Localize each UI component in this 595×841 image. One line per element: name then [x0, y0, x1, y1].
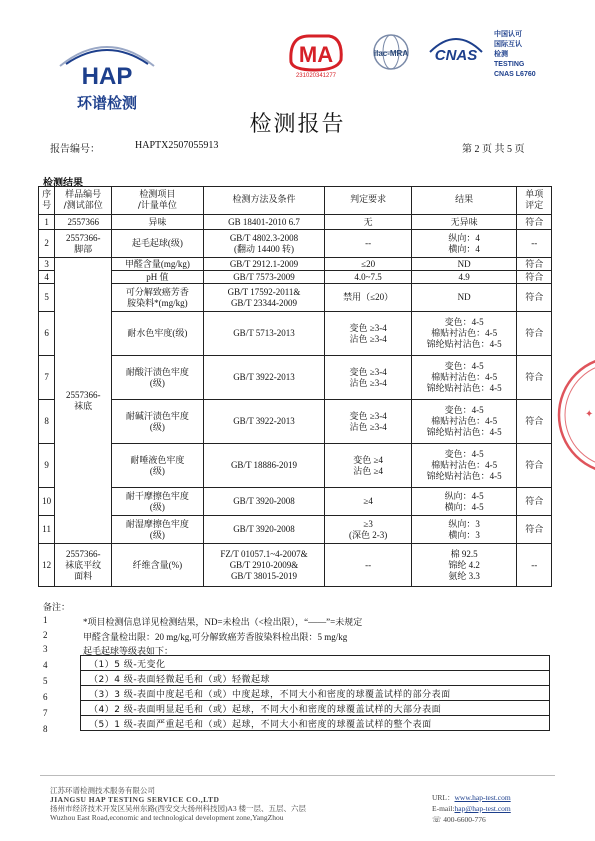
cell-evaluation: 符合 [517, 516, 552, 544]
header-sample: 样品编号 /测试部位 [55, 187, 112, 215]
table-row [39, 271, 552, 284]
cell-requirement: 变色 ≥3-4 沾色 ≥3-4 [325, 356, 411, 400]
table-row [39, 444, 552, 488]
cell-method: GB/T 3920-2008 [203, 516, 325, 544]
cell-requirement: 无 [325, 215, 411, 230]
cell-evaluation: 符合 [517, 488, 552, 516]
cell-no: 1 [39, 215, 55, 230]
table-row [39, 400, 552, 444]
header-result: 结果 [411, 187, 517, 215]
cell-item: 可分解致癌芳香 胺染料*(mg/kg) [112, 284, 203, 312]
cell-requirement: 4.0~7.5 [325, 271, 411, 284]
cell-method: GB/T 3920-2008 [203, 488, 325, 516]
cell-item: 甲醛含量(mg/kg) [112, 258, 203, 271]
footer-divider [40, 775, 555, 776]
cell-no: 6 [39, 312, 55, 356]
svg-text:ilac-MRA: ilac-MRA [373, 49, 409, 58]
cell-item: 异味 [112, 215, 203, 230]
footer-address-cn: 扬州市经济技术开发区吴州东路(西安交大扬州科技园)A3 楼一层、五层、六层 [50, 804, 307, 813]
footer-contact: URL：www.hap-test.com E-mail:hap@hap-test.com ☏ 400-6600-776 [432, 793, 511, 824]
cnas-accreditation-text: 中国认可 国际互认 检测 TESTING CNAS L6760 [494, 31, 536, 78]
cell-requirement: 变色 ≥3-4 沾色 ≥3-4 [325, 312, 411, 356]
hap-logo-text: HAP [81, 63, 133, 90]
cell-method: GB/T 3922-2013 [203, 400, 325, 444]
cell-item: 耐酸汗渍色牢度 (级) [112, 356, 203, 400]
cell-no: 2 [39, 230, 55, 258]
footer-url-link[interactable]: www.hap-test.com [454, 793, 511, 802]
cell-result: 变色：4-5 棉贴衬沾色：4-5 锦纶贴衬沾色：4-5 [411, 444, 517, 488]
table-row [39, 544, 552, 587]
cell-no: 11 [39, 516, 55, 544]
grade-desc: （5）1 级-表面严重起毛和（或）起球，不同大小和密度的球覆盖试样的整个表面 [81, 716, 550, 731]
footer-address-en: Wuzhou East Road,economic and technological development zone,YangZhou [50, 813, 284, 822]
cell-evaluation: 符合 [517, 400, 552, 444]
report-title: 检测报告 [249, 112, 346, 137]
cell-item: 耐碱汗渍色牢度 (级) [112, 400, 203, 444]
svg-text:MA: MA [298, 42, 334, 67]
cell-method: GB 18401-2010 6.7 [203, 215, 325, 230]
cell-evaluation: -- [517, 544, 552, 587]
footer-company-en: JIANGSU HAP TESTING SERVICE CO.,LTD [50, 795, 220, 804]
cell-no: 12 [39, 544, 55, 587]
cell-item: 起毛起球(级) [112, 230, 203, 258]
cell-no: 10 [39, 488, 55, 516]
cell-requirement: ≤20 [325, 258, 411, 271]
cell-item: 耐湿摩擦色牢度 (级) [112, 516, 203, 544]
phone-icon: ☏ [432, 815, 442, 824]
cell-sample: 2557366 [55, 215, 112, 230]
cell-item: 耐唾液色牢度 (级) [112, 444, 203, 488]
section-label: 检测结果 [43, 178, 83, 189]
grade-desc: （3）3 级-表面中度起毛和（或）中度起球，不同大小和密度的球覆盖试样的部分表面 [81, 686, 550, 701]
cell-evaluation: 符合 [517, 444, 552, 488]
cell-evaluation: -- [517, 230, 552, 258]
footer-company [50, 786, 306, 822]
table-row [39, 516, 552, 544]
cma-number: 231020341277 [295, 73, 337, 78]
cell-method: GB/T 18886-2019 [203, 444, 325, 488]
cell-requirement: ≥4 [325, 488, 411, 516]
cell-method: GB/T 5713-2013 [203, 312, 325, 356]
report-number: HAPTX2507055913 [135, 140, 219, 151]
grade-desc: （4）2 级-表面明显起毛和（或）起球，不同大小和密度的球覆盖试样的大部分表面 [81, 701, 550, 716]
cell-method: GB/T 17592-2011& GB/T 23344-2009 [203, 284, 325, 312]
cell-no: 3 [39, 258, 55, 271]
official-seal [555, 345, 595, 485]
cell-result: ND [411, 284, 517, 312]
cell-evaluation: 符合 [517, 284, 552, 312]
cell-evaluation: 符合 [517, 312, 552, 356]
table-row [39, 356, 552, 400]
header-no: 序 号 [39, 187, 55, 215]
notes-label: 备注： [43, 602, 71, 612]
pilling-grade-table [80, 655, 550, 731]
grade-desc: （1）5 级-无变化 [81, 656, 550, 671]
svg-text:CNAS: CNAS [434, 47, 478, 64]
report-number-label: 报告编号： [50, 144, 100, 155]
cell-method: GB/T 3922-2013 [203, 356, 325, 400]
cell-no: 9 [39, 444, 55, 488]
table-row [39, 488, 552, 516]
footer-company-cn: 江苏环谱检测技术服务有限公司 [50, 786, 155, 795]
header-method: 检测方法及条件 [203, 187, 325, 215]
cell-result: 4.9 [411, 271, 517, 284]
cell-sample: 2557366- 袜底平纹 面料 [55, 544, 112, 587]
cma-logo [285, 30, 345, 78]
cell-sample: 2557366- 脚部 [55, 230, 112, 258]
cell-evaluation: 符合 [517, 215, 552, 230]
cell-no: 8 [39, 400, 55, 444]
cell-item: 纤维含量(%) [112, 544, 203, 587]
table-row [39, 230, 552, 258]
cell-evaluation: 符合 [517, 258, 552, 271]
footer-phone: 400-6600-776 [443, 815, 486, 824]
table-row [39, 258, 552, 271]
cell-result: 纵向：4-5 横向：4-5 [411, 488, 517, 516]
page-indicator: 第 2 页 共 5 页 [462, 144, 525, 155]
cell-requirement: -- [325, 544, 411, 587]
table-row [39, 312, 552, 356]
cell-result: ND [411, 258, 517, 271]
svg-text:✦: ✦ [585, 409, 594, 420]
cell-item: 耐干摩擦色牢度 (级) [112, 488, 203, 516]
cell-requirement: 变色 ≥4 沾色 ≥4 [325, 444, 411, 488]
ilac-mra-logo [366, 32, 416, 72]
cell-requirement: 变色 ≥3-4 沾色 ≥3-4 [325, 400, 411, 444]
cell-result: 纵向：4 横向：4 [411, 230, 517, 258]
cell-sample-merged: 2557366- 袜底 [55, 258, 112, 544]
cell-result: 变色：4-5 棉贴衬沾色：4-5 锦纶贴衬沾色：4-5 [411, 400, 517, 444]
cell-no: 5 [39, 284, 55, 312]
cell-method: GB/T 4802.3-2008 (翻动 14400 转) [203, 230, 325, 258]
company-name-cn: 环谱检测 [76, 94, 138, 112]
footer-email-link[interactable]: hap@hap-test.com [454, 804, 511, 813]
cell-item: 耐水色牢度(级) [112, 312, 203, 356]
cell-item: pH 值 [112, 271, 203, 284]
cell-result: 无异味 [411, 215, 517, 230]
results-table [38, 186, 552, 587]
cell-method: GB/T 7573-2009 [203, 271, 325, 284]
hap-logo [52, 36, 162, 116]
cell-result: 纵向：3 横向：3 [411, 516, 517, 544]
cell-no: 7 [39, 356, 55, 400]
grade-desc: （2）4 级-表面轻微起毛和（或）轻微起球 [81, 671, 550, 686]
cell-result: 变色：4-5 棉贴衬沾色：4-5 锦纶贴衬沾色：4-5 [411, 312, 517, 356]
cell-result: 棉 92.5 锦纶 4.2 氨纶 3.3 [411, 544, 517, 587]
cell-result: 变色：4-5 棉贴衬沾色：4-5 锦纶贴衬沾色：4-5 [411, 356, 517, 400]
cell-method: GB/T 2912.1-2009 [203, 258, 325, 271]
header-item: 检测项目 /计量单位 [112, 187, 203, 215]
cell-evaluation: 符合 [517, 356, 552, 400]
table-header-row [39, 187, 552, 215]
cell-evaluation: 符合 [517, 271, 552, 284]
cell-requirement: -- [325, 230, 411, 258]
table-row [39, 215, 552, 230]
cell-method: FZ/T 01057.1~4-2007& GB/T 2910-2009& GB/T 38015-2019 [203, 544, 325, 587]
header-requirement: 判定要求 [325, 187, 411, 215]
cell-requirement: 禁用（≤20） [325, 284, 411, 312]
header-evaluation: 单项 评定 [517, 187, 552, 215]
cnas-logo [426, 32, 486, 72]
cell-no: 4 [39, 271, 55, 284]
table-row [39, 284, 552, 312]
cell-requirement: ≥3 (深色 2-3) [325, 516, 411, 544]
